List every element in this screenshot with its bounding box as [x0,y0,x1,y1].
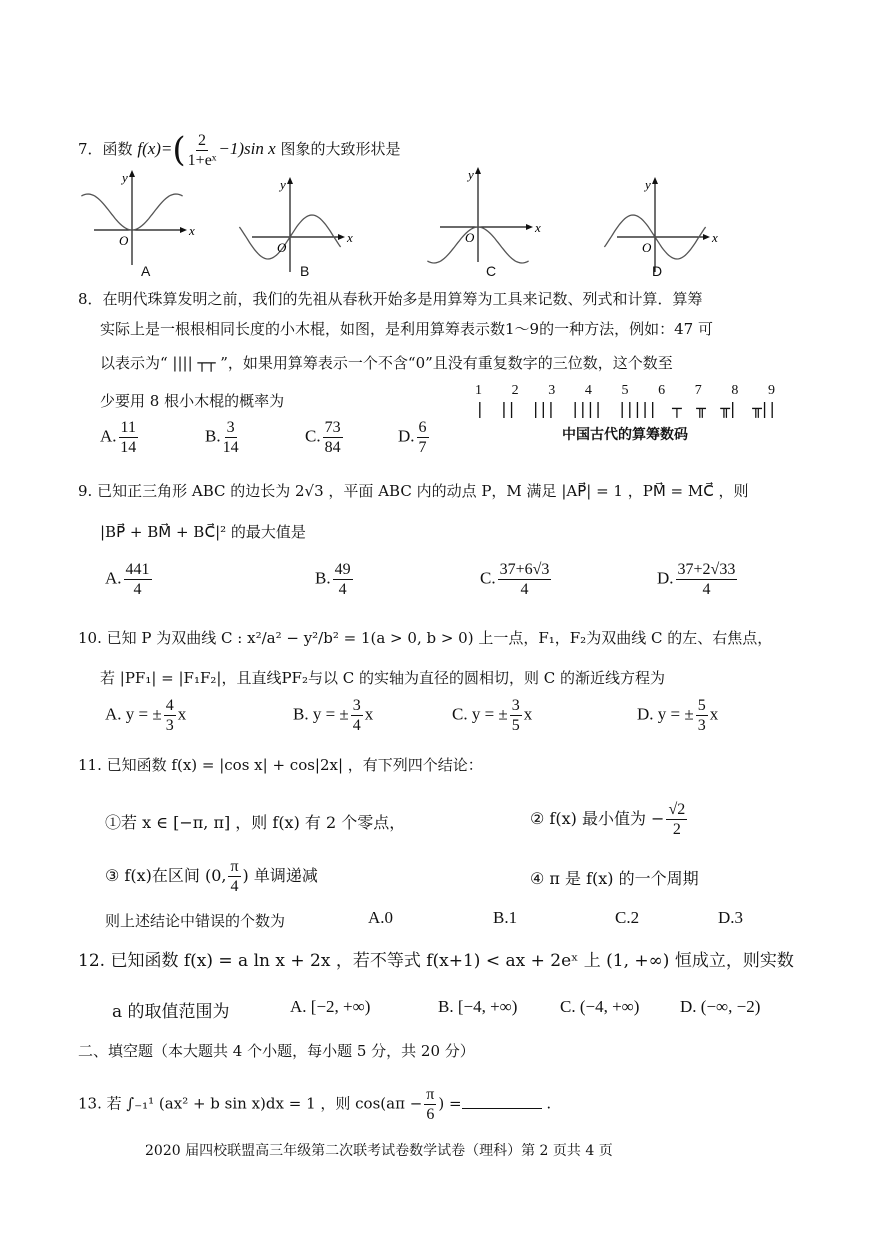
answer-blank[interactable] [462,1108,542,1109]
text: 则上述结论中错误的个数为 [105,912,286,930]
text: 实际上是一根根相同长度的小木棍，如图，是利用算筹表示数1～9的一种方法，例如：47 可 [100,320,713,338]
x-label: x [535,220,541,235]
option-a: A.0 [368,908,394,927]
option-c: C.2 [615,908,640,927]
figure-caption: 中国古代的算筹数码 [562,427,688,443]
counting-rods-figure [475,383,775,444]
rod-number: 9 [768,383,775,398]
option-d: D. (−∞, −2) [680,997,761,1016]
x-label: x [712,230,718,245]
conclusion-3: ③ f(x)在区间 (0, $\frac{\pi}{4}$ ) 单调递减 [105,858,318,895]
y-arrow [129,170,135,177]
math: −1)sin x [218,139,276,158]
rod-glyph: ╥|| [752,399,775,418]
text: 已知函数 f(x) = |cos x| + cos|2x| ，有下列四个结论： [106,756,483,774]
page-footer: 2020 届四校联盟高三年级第二次联考试卷数学试卷（理科）第 2 页共 4 页 [145,1143,613,1159]
graph-label-a: A [141,263,151,279]
text: 图象的大致形状是 [280,140,401,158]
question-13: 13. 若 ∫₋₁¹ (ax² + b sin x)dx = 1 ，则 cos(aπ − $\frac{\pi}{6}$ ) = . [78,1086,552,1123]
rod-glyph: ╥ [696,399,704,418]
section-heading: 二、填空题（本大题共 4 个小题，每小题 5 分，共 20 分） [78,1042,475,1060]
text: 已知正三角形 ABC 的边长为 2√3 ，平面 ABC 内的动点 P，M 满足 |AP⃗| = 1 ，PM⃗ = MC⃗ ，则 [97,482,749,500]
conclusion-4: ④ π 是 f(x) 的一个周期 [530,869,699,888]
rod-number: 8 [731,383,739,398]
fraction: $\frac{2}{\text{1+eˣ}}$ [187,131,217,169]
y-label: y [280,177,286,192]
origin-label: O [119,233,129,248]
text: a 的取值范围为 [112,1002,230,1022]
y-arrow [287,177,293,184]
option-a: A. $\frac{11}{14}$ [100,419,137,456]
text: |BP⃗ + BM⃗ + BC⃗|² 的最大值是 [100,523,306,541]
y-arrow [475,167,481,174]
graph-label-d: D [652,263,663,279]
rod-glyph: ╥| [720,399,736,418]
origin-label: O [277,240,287,255]
x-arrow [526,224,533,230]
x-arrow [338,234,345,240]
option-b: B. y = ± $\frac{3}{4}$ x [293,697,374,734]
text: 在明代珠算发明之前，我们的先祖从春秋开始多是用算筹为工具来记数、列式和计算．算筹 [102,290,703,308]
option-d: D. $\frac{6}{7}$ [398,419,427,456]
math: 若 ∫₋₁¹ (ax² + b sin x)dx = 1 ，则 cos(aπ − [106,1094,423,1113]
q-number: 10. [78,629,102,647]
option-d: D. $\frac{37+2√33}{4}$ [657,561,736,598]
conclusion-1: ①若 x ∈ [−π, π] ，则 f(x) 有 2 个零点， [105,813,406,832]
text: 已知函数 f(x) = a ln x + 2x ，若不等式 f(x+1) < ax + 2eˣ 上 (1, +∞) 恒成立，则实数 [110,951,794,971]
rod-glyph: | [475,399,483,418]
option-c: C. $\frac{37+6√3}{4}$ [480,561,550,598]
q-number: 9. [78,482,93,500]
rod-number: 7 [694,383,702,398]
graph-label-b: B [300,263,310,279]
origin-label: O [642,240,652,255]
option-b: B. $\frac{49}{4}$ [315,561,351,598]
option-c: C. (−4, +∞) [560,997,640,1016]
option-a: A. y = ± $\frac{4}{3}$ x [105,697,187,734]
q-number: 11. [78,756,102,774]
option-a: A. [−2, +∞) [290,997,371,1016]
rod-glyph: || [499,399,515,418]
rod-number: 1 [475,383,482,398]
text: 少要用 8 根小木棍的概率为 [100,392,285,410]
rod-glyph: ┬ [672,399,680,418]
rod-number: 6 [658,383,666,398]
option-d: D. y = ± $\frac{5}{3}$ x [637,697,719,734]
rod-number: 5 [621,383,629,398]
x-arrow [703,234,710,240]
graph-label-c: C [486,263,497,279]
origin-label: O [465,230,475,245]
option-a: A. $\frac{441}{4}$ [105,561,150,598]
option-c: C. $\frac{73}{84}$ [305,419,341,456]
text: 若 |PF₁| = |F₁F₂|，且直线PF₂与以 C 的实轴为直径的圆相切，则 C 的渐近线方程为 [100,669,665,687]
math: ) = [438,1094,462,1113]
text: 以表示为“ |||| ┬┬ ”，如果用算筹表示一个不含“0”且没有重复数字的三位数，这个数至 [100,354,673,372]
q-number: 12. [78,951,106,971]
text: 已知 P 为双曲线 C : x²/a² − y²/b² = 1(a > 0, b > 0) 上一点，F₁，F₂为双曲线 C 的左、右焦点， [106,629,773,647]
x-arrow [180,227,187,233]
y-arrow [652,177,658,184]
conclusion-2: ② f(x) 最小值为 − $\frac{√2}{2}$ [530,801,686,838]
question-7: 7．函数 f(x)=( $\frac{2}{\text{1+eˣ}}$ −1)sin x 图象的大致形状是 [78,130,401,170]
rod-glyph: ||| [530,399,554,418]
q-number: 7． [78,140,103,158]
q-number: 13. [78,1094,102,1113]
option-b: B. $\frac{3}{14}$ [205,419,239,456]
graph-options [0,165,870,285]
y-label: y [468,167,474,182]
option-d: D.3 [718,908,744,927]
option-c: C. y = ± $\frac{3}{5}$ x [452,697,533,734]
option-b: B.1 [493,908,518,927]
y-label: y [122,170,128,185]
rod-number: 4 [584,383,592,398]
rod-number: 3 [548,383,556,398]
y-label: y [645,177,651,192]
math: f(x)= [137,139,173,158]
rod-glyph: |||| [570,399,601,418]
rod-glyph: ||||| [617,399,656,418]
x-label: x [347,230,353,245]
rod-number: 2 [511,383,519,398]
q-number: 8． [78,290,103,308]
option-b: B. [−4, +∞) [438,997,518,1016]
x-label: x [189,223,195,238]
text: 函数 [102,140,133,158]
